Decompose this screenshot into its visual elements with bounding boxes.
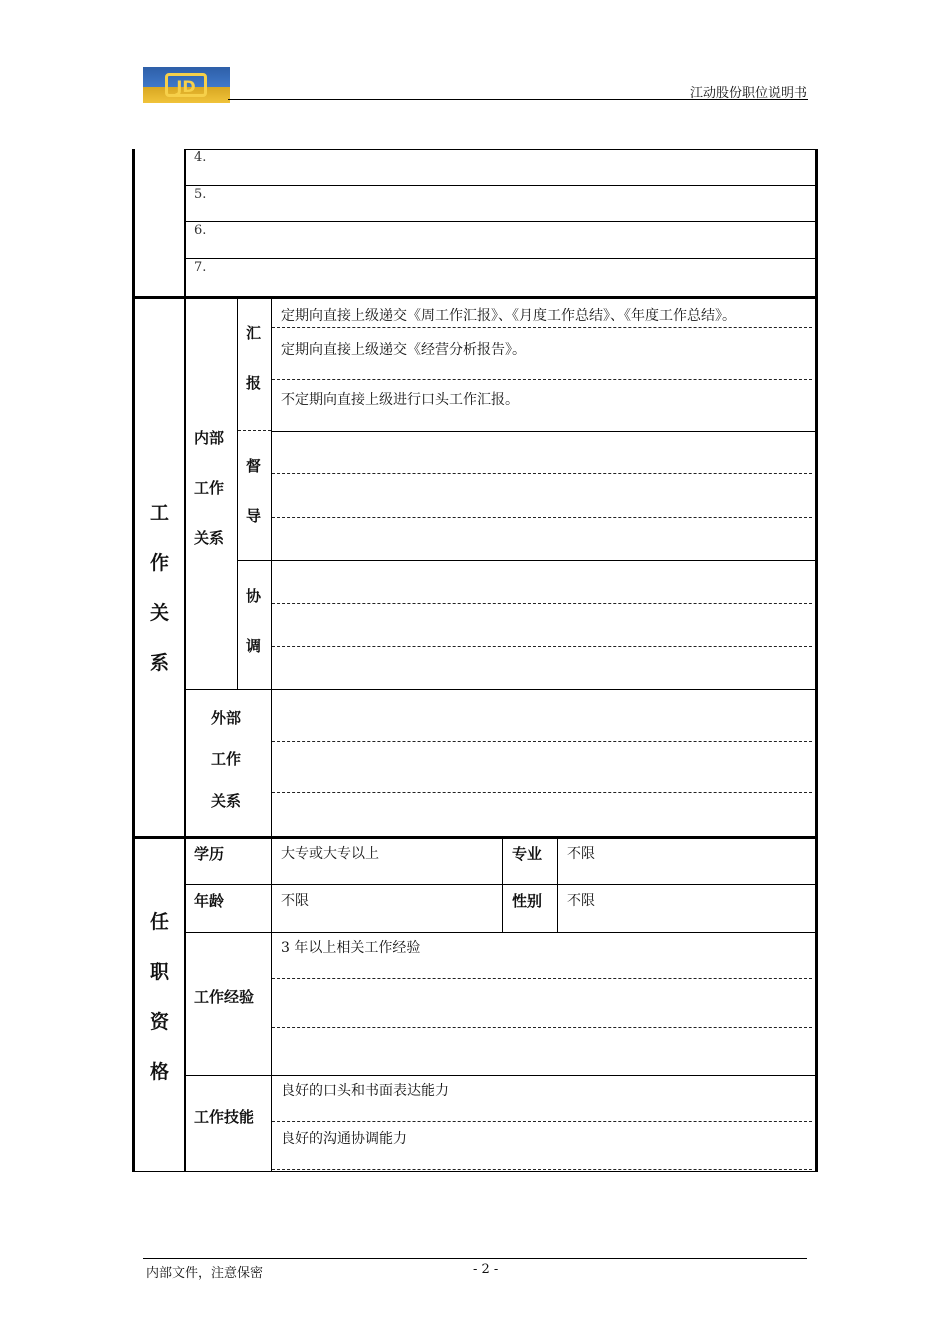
dash-line xyxy=(272,1169,812,1170)
coordinate-label: 调 xyxy=(246,637,262,655)
row-line xyxy=(185,149,815,150)
report-line: 不定期向直接上级进行口头工作汇报。 xyxy=(281,392,519,408)
dash-line xyxy=(272,978,812,979)
skills-label: 工作技能 xyxy=(194,1108,255,1126)
report-line: 定期向直接上级递交《经营分析报告》。 xyxy=(281,342,526,358)
row-line xyxy=(185,689,815,690)
experience-label: 工作经验 xyxy=(194,988,255,1006)
row-line xyxy=(185,1075,815,1076)
duty-item: 5. xyxy=(194,187,207,202)
dash-line xyxy=(272,603,812,604)
age-label: 年龄 xyxy=(194,892,225,910)
col-line xyxy=(557,839,558,932)
internal-label: 关系 xyxy=(194,529,225,547)
dash-line xyxy=(272,327,812,328)
supervise-label: 导 xyxy=(246,507,262,525)
col-line xyxy=(271,839,272,1172)
relations-section-char: 作 xyxy=(150,552,170,574)
row-line xyxy=(185,884,815,885)
external-label: 工作 xyxy=(211,750,242,768)
page-number: - 2 - xyxy=(473,1262,499,1277)
dash-line xyxy=(272,1027,812,1028)
dash-line xyxy=(272,646,812,647)
row-line xyxy=(185,221,815,222)
logo-mark: JD xyxy=(165,73,207,97)
major-label: 专业 xyxy=(512,845,543,863)
dash-line xyxy=(272,473,812,474)
dash-line xyxy=(272,517,812,518)
table-left-border xyxy=(132,149,135,1172)
education-value: 大专或大专以上 xyxy=(281,846,379,862)
table-bottom-border xyxy=(132,1171,818,1172)
duty-item: 6. xyxy=(194,223,207,238)
duty-item: 4. xyxy=(194,150,207,165)
relations-section-char: 工 xyxy=(150,502,170,524)
report-label: 汇 xyxy=(246,324,262,342)
row-line xyxy=(185,258,815,259)
experience-line: 3 年以上相关工作经验 xyxy=(281,940,421,956)
major-value: 不限 xyxy=(567,846,595,862)
relations-section-char: 系 xyxy=(150,652,170,674)
col-line xyxy=(237,431,238,689)
external-label: 外部 xyxy=(211,709,242,727)
report-label: 报 xyxy=(246,374,262,392)
col-line xyxy=(502,839,503,932)
qualification-section-char: 任 xyxy=(150,911,170,933)
col-line xyxy=(237,297,238,431)
supervise-label: 督 xyxy=(246,457,262,475)
col-line xyxy=(271,297,272,837)
skills-line: 良好的沟通协调能力 xyxy=(281,1131,407,1147)
company-logo xyxy=(143,67,230,103)
qualification-section-char: 格 xyxy=(150,1061,170,1083)
gender-value: 不限 xyxy=(567,893,595,909)
external-label: 关系 xyxy=(211,792,242,810)
footer-rule xyxy=(143,1258,807,1259)
dash-line xyxy=(272,741,812,742)
internal-label: 工作 xyxy=(194,479,225,497)
dash-line xyxy=(272,1121,812,1122)
age-value: 不限 xyxy=(281,893,309,909)
footer-note: 内部文件，注意保密 xyxy=(146,1266,264,1281)
row-line xyxy=(185,185,815,186)
education-label: 学历 xyxy=(194,845,225,863)
dash-line xyxy=(272,379,812,380)
section-separator xyxy=(132,836,818,839)
section-separator xyxy=(132,296,818,299)
row-line xyxy=(185,932,815,933)
internal-label: 内部 xyxy=(194,429,225,447)
header-title: 江动股份职位说明书 xyxy=(689,86,807,101)
gender-label: 性别 xyxy=(512,892,543,910)
skills-line: 良好的口头和书面表达能力 xyxy=(281,1083,449,1099)
relations-section-char: 关 xyxy=(150,602,170,624)
table-right-border xyxy=(815,149,818,1172)
section-divider xyxy=(184,149,186,1172)
dash-line xyxy=(238,430,271,431)
duty-item: 7. xyxy=(194,260,207,275)
row-line xyxy=(272,431,815,432)
qualification-section-char: 资 xyxy=(150,1011,170,1033)
qualification-section-char: 职 xyxy=(150,961,170,983)
row-line xyxy=(238,560,815,561)
coordinate-label: 协 xyxy=(246,587,262,605)
dash-line xyxy=(272,792,812,793)
report-line: 定期向直接上级递交《周工作汇报》、《月度工作总结》、《年度工作总结》。 xyxy=(281,308,736,324)
